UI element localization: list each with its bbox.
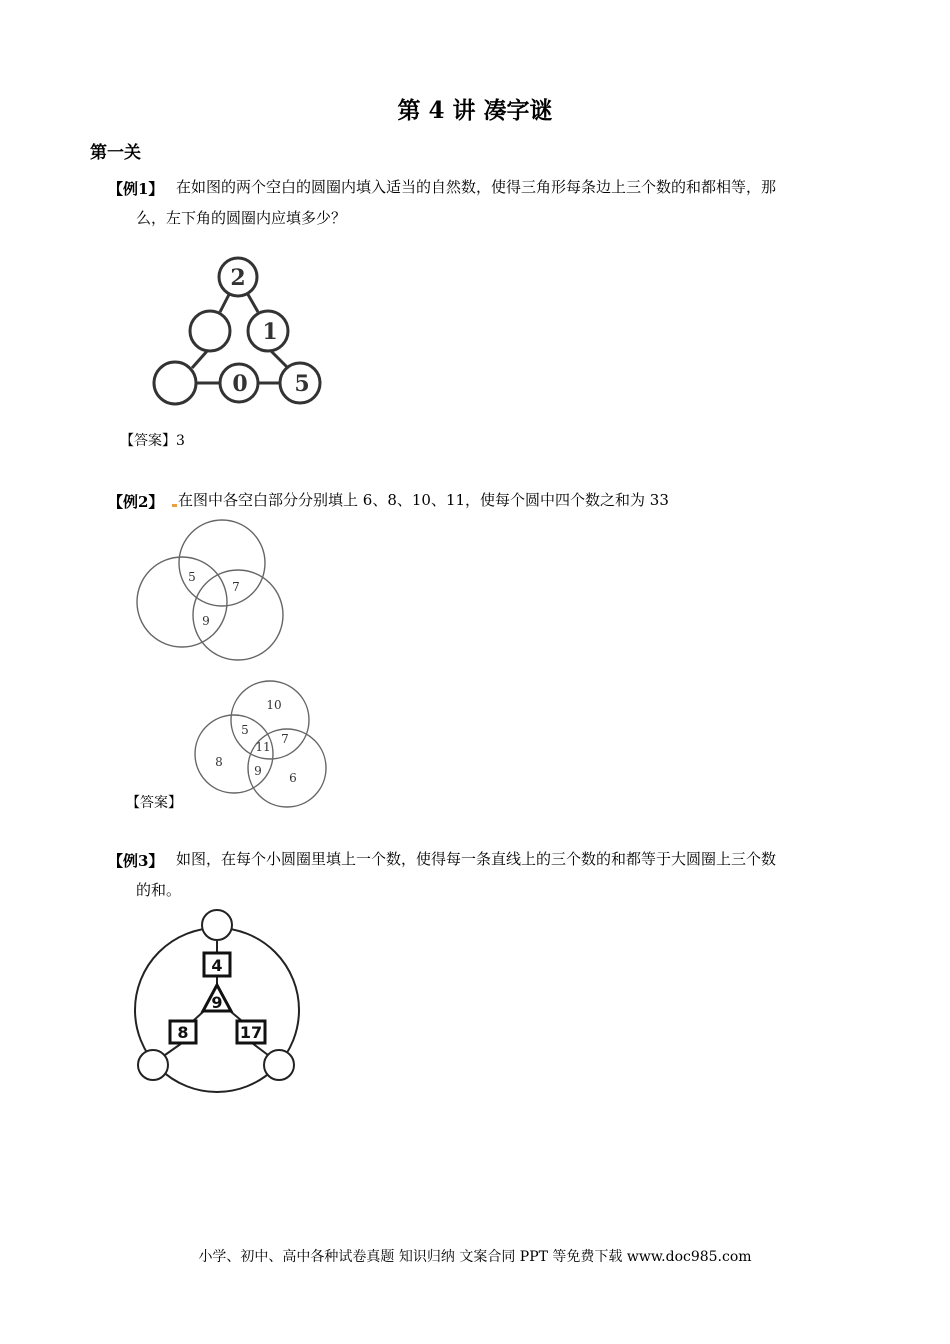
- box-right-number: 17: [239, 1023, 263, 1042]
- number-bottom-mid: 0: [232, 371, 248, 397]
- answer-venn-a: 5: [241, 723, 249, 737]
- venn-number-b: 7: [232, 580, 240, 594]
- answer-venn-b: 7: [281, 732, 289, 746]
- venn-number-a: 5: [188, 570, 196, 584]
- triangle-center-number: 9: [211, 993, 223, 1012]
- answer-venn-top: 10: [266, 698, 282, 712]
- example-1-label: 【例1】: [108, 180, 164, 198]
- circle-bottom-left: [154, 362, 196, 404]
- example-2-answer-venn-figure: [190, 672, 335, 812]
- small-circle-bottom-right: [264, 1050, 294, 1080]
- edit-mark: [172, 504, 177, 507]
- example-2-answer-label: 【答案】: [126, 795, 182, 811]
- box-left-number: 8: [177, 1023, 189, 1042]
- example-3-circle-figure: [130, 905, 305, 1090]
- example-2-label: 【例2】: [108, 493, 164, 511]
- example-1-answer: [120, 430, 185, 450]
- example-1-triangle-figure: [150, 250, 330, 410]
- number-right-mid: 1: [262, 319, 278, 345]
- page-footer: 小学、初中、高中各种试卷真题 知识归纳 文案合同 PPT 等免费下载 www.doc985.com: [198, 1249, 752, 1265]
- example-2-question: 在图中各空白部分分别填上 6、8、10、11，使每个圆中四个数之和为 33: [178, 491, 669, 509]
- answer-value: 3: [176, 433, 185, 449]
- venn-number-c: 9: [202, 614, 210, 628]
- number-bottom-right: 5: [294, 371, 310, 397]
- example-3-label: 【例3】: [108, 852, 164, 870]
- answer-venn-left: 8: [215, 755, 223, 769]
- example-3-question-line1: 如图，在每个小圆圈里填上一个数，使得每一条直线上的三个数的和都等于大圆圈上三个数: [176, 850, 777, 868]
- answer-label: 【答案】: [120, 433, 176, 449]
- answer-venn-center: 11: [255, 740, 271, 754]
- small-circle-bottom-left: [138, 1050, 168, 1080]
- example-2-venn-figure: [130, 515, 290, 665]
- number-top: 2: [230, 265, 246, 291]
- answer-venn-c: 9: [254, 764, 262, 778]
- example-3-question-line2: 的和。: [136, 881, 182, 899]
- circle-left-mid: [190, 311, 230, 351]
- box-top-number: 4: [211, 956, 223, 975]
- answer-venn-right: 6: [289, 771, 297, 785]
- example-1-question-line1: 在如图的两个空白的圆圈内填入适当的自然数，使得三角形每条边上三个数的和都相等，那: [176, 178, 777, 196]
- small-circle-top: [202, 910, 232, 940]
- page-title: 第 4 讲 凑字谜: [397, 97, 553, 124]
- example-1-question-line2: 么，左下角的圆圈内应填多少？: [136, 209, 347, 227]
- section-heading: 第一关: [90, 143, 141, 163]
